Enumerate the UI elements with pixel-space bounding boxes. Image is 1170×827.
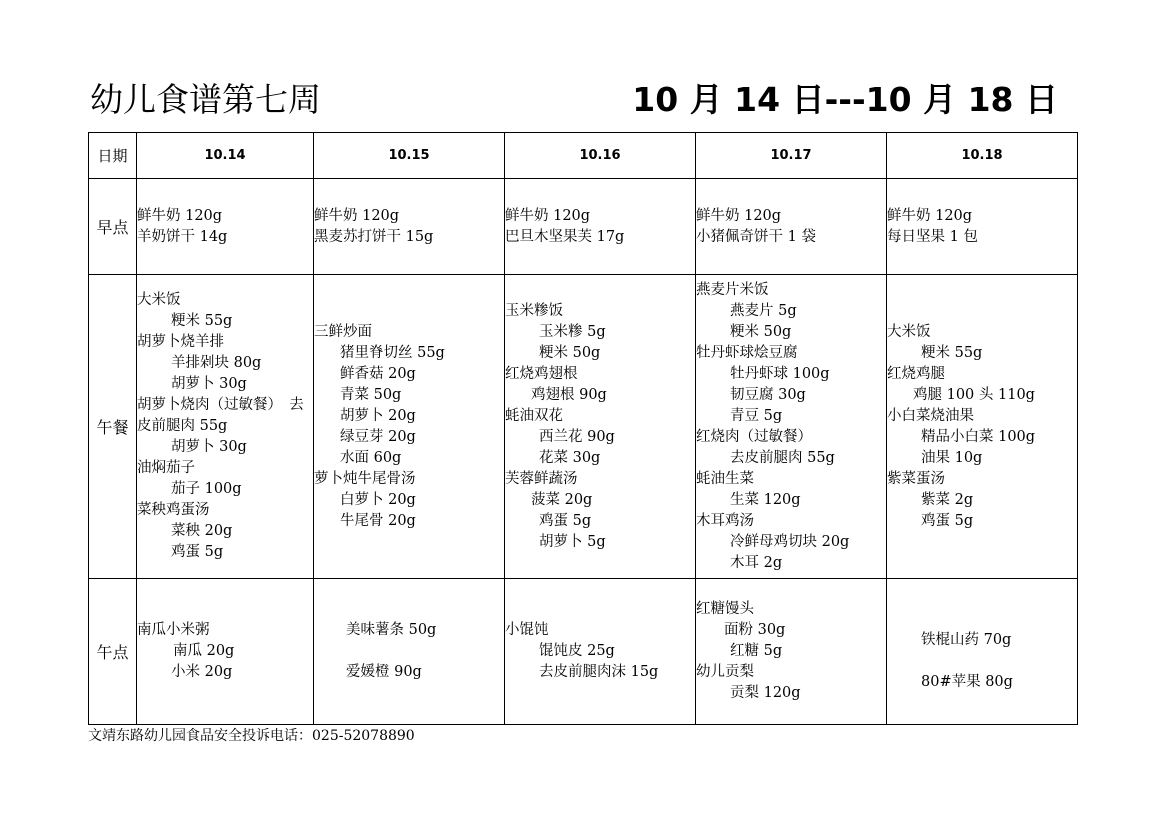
dish-name: 幼儿贡梨 <box>696 664 754 680</box>
ingredient: 鸡腿 100 头 110g <box>913 386 1035 403</box>
snack-item: 爱媛橙 90g <box>346 664 422 680</box>
ingredient: 茄子 100g <box>171 481 242 497</box>
lunch-cell-2 <box>314 275 505 579</box>
ingredient: 粳米 50g <box>730 323 792 340</box>
ingredient: 西兰花 90g <box>539 428 615 445</box>
ingredient: 猪里脊切丝 55g <box>340 344 445 361</box>
date-header: 日期 <box>89 133 137 179</box>
ingredient: 鲜香菇 20g <box>340 365 416 382</box>
page-title: 幼儿食谱第七周 <box>90 80 321 119</box>
ingredient: 花菜 30g <box>539 449 601 466</box>
ingredient: 鸡翅根 90g <box>531 386 607 403</box>
ingredient: 鸡蛋 5g <box>539 512 592 529</box>
menu-line: 巴旦木坚果芙 17g <box>505 228 625 245</box>
week-date-range: 10 月 14 日---10 月 18 日 <box>632 80 1058 119</box>
dish-name: 南瓜小米粥 <box>137 622 210 638</box>
dish-name: 小馄饨 <box>505 622 549 638</box>
ingredient: 油果 10g <box>921 449 983 466</box>
dish-name: 紫菜蛋汤 <box>887 470 945 487</box>
menu-line: 黑麦苏打饼干 15g <box>314 228 434 245</box>
ingredient: 胡萝卜 20g <box>340 407 416 424</box>
menu-line: 鲜牛奶 120g <box>137 207 223 224</box>
ingredient: 面粉 30g <box>724 622 786 638</box>
spacer <box>314 641 504 662</box>
ingredient: 粳米 50g <box>539 344 601 361</box>
ingredient: 小米 20g <box>171 664 233 680</box>
menu-line: 鲜牛奶 120g <box>887 207 973 224</box>
breakfast-cell-2 <box>314 179 505 275</box>
dish-name: 红糖馒头 <box>696 601 754 617</box>
dish-name: 牡丹虾球烩豆腐 <box>696 344 798 361</box>
ingredient: 冷鲜母鸡切块 20g <box>730 533 850 550</box>
lunch-label: 午餐 <box>89 275 137 579</box>
lunch-cell-4 <box>696 275 887 579</box>
menu-line: 小猪佩奇饼干 1 袋 <box>696 228 816 245</box>
day-header-2: 10.15 <box>314 133 505 179</box>
ingredient: 紫菜 2g <box>921 491 974 508</box>
ingredient: 青菜 50g <box>340 386 402 403</box>
lunch-cell-1 <box>137 275 314 579</box>
breakfast-label: 早点 <box>89 179 137 275</box>
snack-cell-3 <box>505 579 696 725</box>
ingredient: 牡丹虾球 100g <box>730 365 830 382</box>
ingredient: 菜秧 20g <box>171 523 233 539</box>
day-header-4: 10.17 <box>696 133 887 179</box>
snack-row <box>89 579 1078 725</box>
ingredient: 胡萝卜 5g <box>539 533 606 550</box>
dish-name: 芙蓉鲜蔬汤 <box>505 470 578 487</box>
dish-name: 燕麦片米饭 <box>696 281 769 298</box>
ingredient: 胡萝卜 30g <box>171 376 247 392</box>
ingredient: 贡梨 120g <box>730 685 801 701</box>
ingredient: 青豆 5g <box>730 407 783 424</box>
ingredient: 去皮前腿肉 55g <box>730 449 835 466</box>
menu-line: 鲜牛奶 120g <box>696 207 782 224</box>
lunch-cell-3 <box>505 275 696 579</box>
menu-line: 鲜牛奶 120g <box>505 207 591 224</box>
breakfast-cell-3 <box>505 179 696 275</box>
menu-line: 鲜牛奶 120g <box>314 207 400 224</box>
ingredient: 生菜 120g <box>730 491 801 508</box>
ingredient: 绿豆芽 20g <box>340 428 416 445</box>
ingredient: 馄饨皮 25g <box>539 643 615 659</box>
dish-name: 三鲜炒面 <box>314 323 372 340</box>
snack-cell-4 <box>696 579 887 725</box>
day-header-3: 10.16 <box>505 133 696 179</box>
dish-name: 玉米糁饭 <box>505 302 563 319</box>
dish-name: 萝卜炖牛尾骨汤 <box>314 470 416 487</box>
snack-item: 80#苹果 80g <box>921 674 1013 690</box>
menu-line: 羊奶饼干 14g <box>137 228 228 245</box>
dish-name: 大米饭 <box>887 323 931 340</box>
lunch-row <box>89 275 1078 579</box>
ingredient: 鸡蛋 5g <box>921 512 974 529</box>
snack-cell-1 <box>137 579 314 725</box>
snack-cell-2 <box>314 579 505 725</box>
day-header-1: 10.14 <box>137 133 314 179</box>
ingredient: 菠菜 20g <box>531 491 593 508</box>
dish-name: 胡萝卜烧羊排 <box>137 334 224 350</box>
ingredient: 胡萝卜 30g <box>171 439 247 455</box>
dish-name: 蚝油生菜 <box>696 470 754 487</box>
lunch-cell-5 <box>887 275 1078 579</box>
breakfast-cell-5 <box>887 179 1078 275</box>
ingredient: 羊排剁块 80g <box>171 355 262 371</box>
ingredient: 南瓜 20g <box>173 643 235 659</box>
breakfast-cell-4 <box>696 179 887 275</box>
dish-name: 木耳鸡汤 <box>696 512 754 529</box>
dish-name: 蚝油双花 <box>505 407 563 424</box>
snack-item: 铁棍山药 70g <box>921 632 1012 648</box>
ingredient: 精品小白菜 100g <box>921 428 1036 445</box>
ingredient: 水面 60g <box>340 449 402 466</box>
ingredient: 玉米糁 5g <box>539 323 606 340</box>
snack-item: 美味薯条 50g <box>346 622 437 638</box>
dish-name: 菜秧鸡蛋汤 <box>137 502 210 518</box>
ingredient: 牛尾骨 20g <box>340 512 416 529</box>
dish-name: 胡萝卜烧肉（过敏餐） 去皮前腿肉 55g <box>137 397 304 434</box>
ingredient: 鸡蛋 5g <box>171 544 224 560</box>
dish-name: 红烧肉（过敏餐） <box>696 428 812 445</box>
ingredient: 粳米 55g <box>171 313 233 329</box>
table-header-row <box>89 133 1078 179</box>
ingredient: 白萝卜 20g <box>340 491 416 508</box>
ingredient: 红糖 5g <box>730 643 783 659</box>
dish-name: 油焖茄子 <box>137 460 195 476</box>
spacer <box>887 651 1077 672</box>
snack-label: 午点 <box>89 579 137 725</box>
dish-name: 红烧鸡翅根 <box>505 365 578 382</box>
breakfast-cell-1 <box>137 179 314 275</box>
breakfast-row <box>89 179 1078 275</box>
dish-name: 大米饭 <box>137 292 181 308</box>
snack-cell-5 <box>887 579 1078 725</box>
dish-name: 小白菜烧油果 <box>887 407 974 424</box>
ingredient: 粳米 55g <box>921 344 983 361</box>
ingredient: 韧豆腐 30g <box>730 386 806 403</box>
weekly-menu-table <box>88 132 1078 725</box>
complaint-hotline: 文靖东路幼儿园食品安全投诉电话：025-52078890 <box>88 728 415 744</box>
ingredient: 木耳 2g <box>730 554 783 571</box>
ingredient: 去皮前腿肉沫 15g <box>539 664 659 680</box>
day-header-5: 10.18 <box>887 133 1078 179</box>
ingredient: 燕麦片 5g <box>730 302 797 319</box>
menu-line: 每日坚果 1 包 <box>887 228 978 245</box>
dish-name: 红烧鸡腿 <box>887 365 945 382</box>
